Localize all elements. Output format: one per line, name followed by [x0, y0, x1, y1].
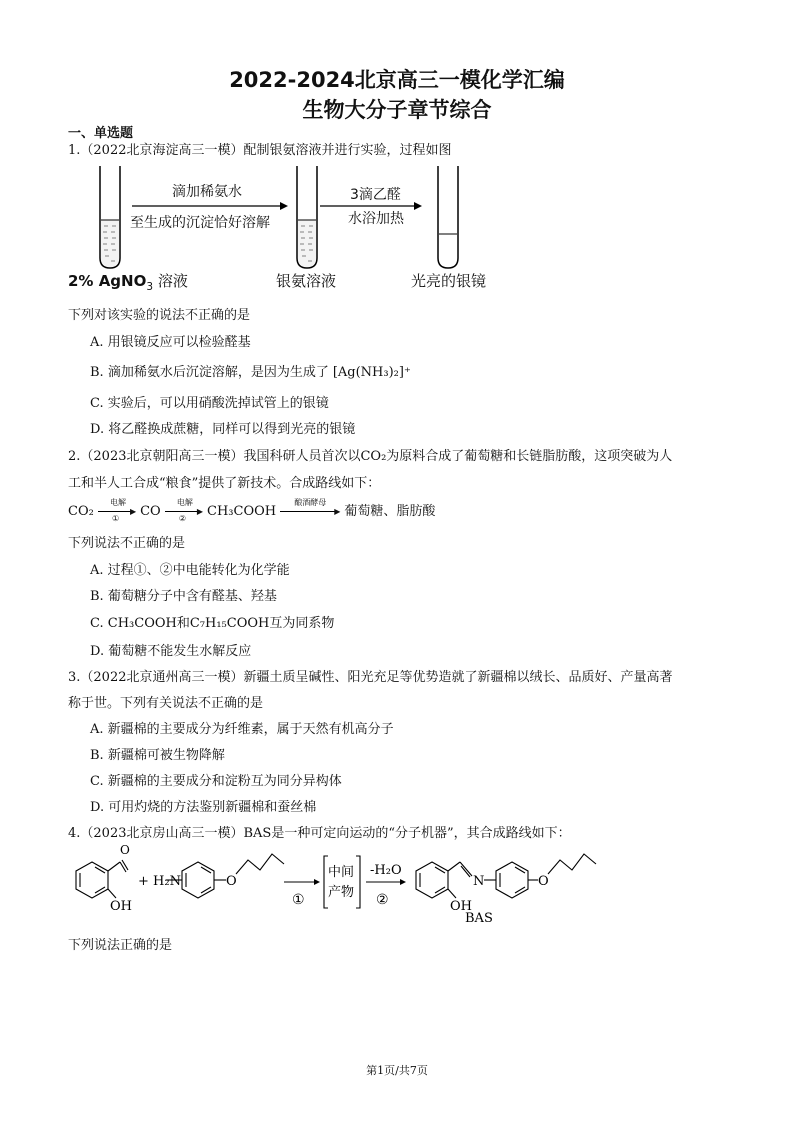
q4-step1-label: ①: [292, 892, 305, 908]
q4-step2-bottom-label: ②: [376, 892, 389, 908]
q1-tube1-label: 2% AgNO$_3$ 溶液: [68, 272, 188, 293]
bas-structure: [416, 854, 596, 898]
q4-amine-label: + H₂N: [138, 874, 181, 889]
section-heading: 一、单选题: [68, 126, 134, 141]
salicylaldehyde-structure: [76, 860, 128, 898]
q2-route-arrow-3: 酿酒酵母 ▶: [280, 505, 340, 519]
q3-option-a[interactable]: A. 新疆棉的主要成分为纤维素，属于天然有机高分子: [90, 722, 394, 737]
q1-tube2-label: 银氨溶液: [276, 272, 337, 290]
q4-prompt: 下列说法正确的是: [68, 938, 173, 953]
q1-option-b-formula: [Ag(NH₃)₂]⁺: [332, 365, 411, 380]
q4-intermediate-line1: 中间: [328, 865, 355, 880]
q2-route-arrow-2: 电解 ▶ ②: [165, 505, 203, 519]
q1-arrow2-bottom-label: 水浴加热: [348, 211, 404, 227]
q4-reaction-scheme: [62, 842, 622, 926]
q2-option-d[interactable]: D. 葡萄糖不能发生水解反应: [90, 644, 252, 659]
q4-arrow-1: [284, 879, 320, 885]
q1-option-a[interactable]: A. 用银镜反应可以检验醛基: [90, 335, 251, 350]
test-tube-2: [297, 166, 317, 268]
q3-option-c[interactable]: C. 新疆棉的主要成分和淀粉互为同分异构体: [90, 774, 342, 789]
q4-intermediate-line2: 产物: [328, 885, 355, 900]
q4-arrow-2: [366, 879, 406, 885]
q4-n-label: N: [473, 874, 485, 889]
q1-option-c[interactable]: C. 实验后，可以用硝酸洗掉试管上的银镜: [90, 396, 329, 411]
q2-option-c[interactable]: C. CH₃COOH和C₇H₁₅COOH互为同系物: [90, 616, 335, 631]
q1-option-d[interactable]: D. 将乙醛换成蔗糖，同样可以得到光亮的银镜: [90, 422, 356, 437]
test-tube-1: [100, 166, 120, 268]
q4-step2-top-label: -H₂O: [370, 863, 402, 878]
q3-option-d[interactable]: D. 可用灼烧的方法鉴别新疆棉和蚕丝棉: [90, 800, 317, 815]
q4-bas-label: BAS: [465, 911, 493, 926]
q4-oh2-label: OH: [450, 899, 472, 914]
reaction-arrow-1: [132, 202, 288, 210]
q3-stem-line2: 称于世。下列有关说法不正确的是: [68, 696, 264, 711]
page-title: 2022-2024北京高三一模化学汇编: [229, 68, 565, 92]
q1-tube3-label: 光亮的银镜: [411, 272, 487, 290]
q2-stem-line2: 工和半人工合成“粮食”提供了新技术。合成路线如下：: [68, 476, 381, 491]
q2-option-b[interactable]: B. 葡萄糖分子中含有醛基、羟基: [90, 589, 277, 604]
q4-o1-label: O: [226, 874, 237, 889]
q1-prompt: 下列对该实验的说法不正确的是: [68, 308, 251, 323]
test-tube-3: [438, 166, 458, 268]
amine-structure: [166, 854, 284, 898]
q1-arrow1-bottom-label: 至生成的沉淀恰好溶解: [130, 215, 270, 231]
q2-option-a[interactable]: A. 过程①、②中电能转化为化学能: [90, 563, 290, 578]
q1-arrow2-top-label: 3滴乙醛: [350, 187, 401, 203]
q2-synthesis-route: CO₂ 电解 ▶ ① CO 电解 ▶ ② CH₃COOH 酿酒酵母 ▶ 葡萄糖、脂肪酸: [68, 497, 436, 523]
q4-o2-label: O: [538, 874, 549, 889]
q1-stem: 1.（2022北京海淀高三一模）配制银氨溶液并进行实验，过程如图: [68, 143, 452, 158]
q2-route-arrow-1: 电解 ▶ ①: [98, 505, 136, 519]
q4-oh1-label: OH: [110, 899, 132, 914]
page-subtitle: 生物大分子章节综合: [302, 98, 492, 122]
aldehyde-o-label: O: [120, 843, 130, 857]
q2-prompt: 下列说法不正确的是: [68, 536, 186, 551]
page-footer: 第1页/共7页: [366, 1064, 428, 1077]
intermediate-bracket: [324, 856, 360, 908]
q2-stem-line1: 2.（2023北京朝阳高三一模）我国科研人员首次以CO₂为原料合成了葡萄糖和长链脂肪酸，这项突破为人: [68, 449, 673, 464]
q4-stem: 4.（2023北京房山高三一模）BAS是一种可定向运动的“分子机器”，其合成路线如下：: [68, 826, 571, 841]
q1-option-b[interactable]: B. 滴加稀氨水后沉淀溶解，是因为生成了 [Ag(NH₃)₂]⁺: [90, 365, 411, 380]
q1-arrow1-top-label: 滴加稀氨水: [172, 184, 242, 200]
q3-stem-line1: 3.（2022北京通州高三一模）新疆土质呈碱性、阳光充足等优势造就了新疆棉以绒长、品质好、产量高著: [68, 670, 673, 685]
q3-option-b[interactable]: B. 新疆棉可被生物降解: [90, 748, 225, 763]
